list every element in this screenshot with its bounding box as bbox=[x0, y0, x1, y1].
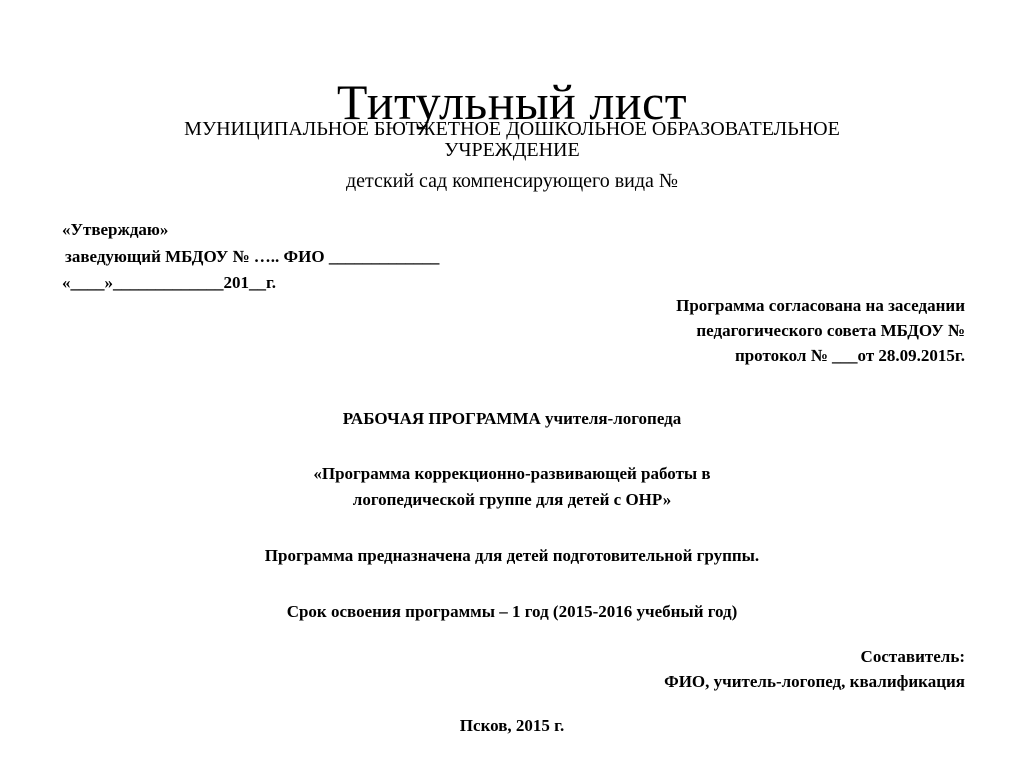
approval-line-3: «____»_____________201__г. bbox=[62, 273, 277, 292]
institution-line-3: детский сад компенсирующего вида № bbox=[346, 170, 678, 192]
program-term: Срок освоения программы – 1 год (2015-2016 учебный год) bbox=[286, 602, 738, 621]
slide-title: Титульный лист bbox=[336, 73, 688, 130]
approval-line-1: «Утверждаю» bbox=[62, 220, 169, 239]
agreement-line-3: протокол № ___от 28.09.2015г. bbox=[734, 346, 965, 365]
program-name-line-2: логопедической группе для детей с ОНР» bbox=[352, 490, 672, 509]
institution-line-2: УЧРЕЖДЕНИЕ bbox=[444, 139, 580, 161]
program-name-line-1: «Программа коррекционно-развивающей работы в bbox=[313, 464, 711, 483]
agreement-line-1: Программа согласована на заседании bbox=[676, 296, 965, 315]
program-purpose: Программа предназначена для детей подготовительной группы. bbox=[264, 546, 760, 565]
program-title: РАБОЧАЯ ПРОГРАММА учителя-логопеда bbox=[342, 409, 682, 428]
place-year: Псков, 2015 г. bbox=[459, 716, 565, 735]
institution-line-1: МУНИЦИПАЛЬНОЕ БЮТЖЕТНОЕ ДОШКОЛЬНОЕ ОБРАЗОВАТЕЛЬНОЕ bbox=[184, 118, 840, 140]
agreement-line-2: педагогического совета МБДОУ № bbox=[696, 321, 965, 340]
compiler-details: ФИО, учитель-логопед, квалификация bbox=[664, 672, 965, 691]
compiler-label: Составитель: bbox=[860, 647, 965, 666]
approval-line-2: заведующий МБДОУ № ….. ФИО _____________ bbox=[65, 247, 440, 266]
